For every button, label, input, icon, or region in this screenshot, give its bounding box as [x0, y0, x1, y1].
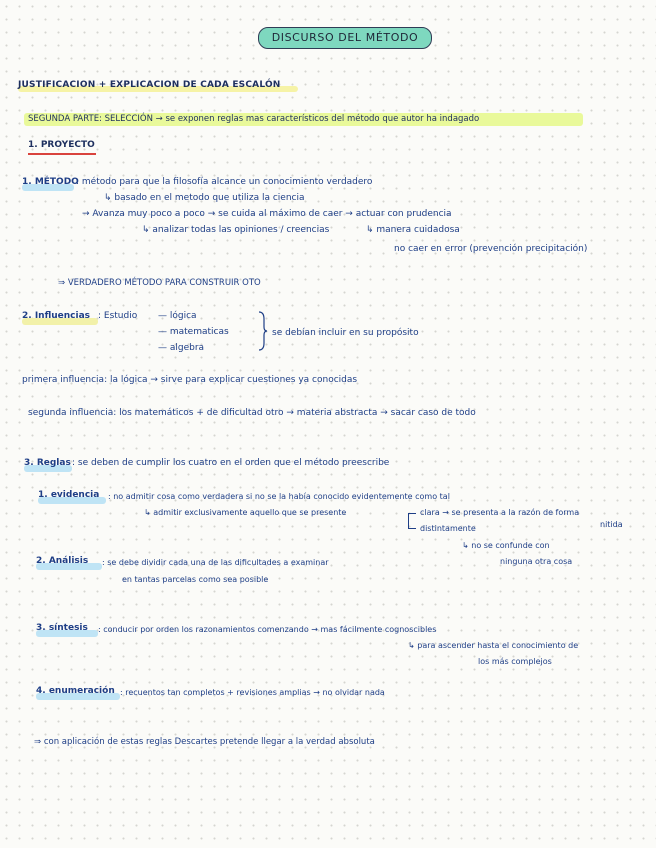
primera-influencia: primera influencia: la lógica → sirve para explicar cuestiones ya conocidas	[22, 375, 358, 385]
metodo-line2: ↳ basado en el metodo que utiliza la ciencia	[104, 193, 305, 203]
bracket-line	[408, 513, 416, 514]
page-title: DISCURSO DEL MÉTODO	[258, 27, 432, 49]
proyecto-underline	[28, 153, 96, 155]
brace-icon	[258, 311, 268, 351]
sintesis-line2: ↳ para ascender hasta el conocimiento de	[408, 641, 579, 650]
influencias-item: — algebra	[158, 343, 205, 353]
evidencia-nitida: nitida	[600, 520, 623, 529]
proyecto-label: 1. PROYECTO	[28, 140, 95, 150]
evidencia-ninguna: ninguna otra cosa	[500, 557, 573, 566]
reglas-final: ⇒ con aplicación de estas reglas Descartes pretende llegar a la verdad absoluta	[34, 737, 375, 747]
bracket-line	[408, 513, 409, 529]
metodo-conclusion: ⇒ VERDADERO MÉTODO PARA CONSTRUIR OTO	[58, 278, 261, 288]
influencias-brace-text: se debían incluir en su propósito	[272, 328, 419, 338]
enumeracion-line1: : recuentos tan completos + revisiones amplias → no olvidar nada	[120, 688, 385, 697]
reglas-intro: : se deben de cumplir los cuatro en el orden que el método preescribe	[72, 458, 390, 468]
metodo-line4: ↳ analizar todas las opiniones / creencias	[142, 225, 330, 235]
influencias-item: — matematicas	[158, 327, 229, 337]
metodo-line4b: ↳ manera cuidadosa	[366, 225, 460, 235]
analisis-line2: en tantas parcelas como sea posible	[122, 575, 269, 584]
evidencia-line1: : no admitir cosa como verdadera si no se la había conocido evidentemente como tal	[108, 492, 450, 501]
section-heading: JUSTIFICACION + EXPLICACION DE CADA ESCALÓN	[18, 80, 281, 90]
reglas-label: 3. Reglas	[24, 458, 71, 468]
evidencia-line2: ↳ admitir exclusivamente aquello que se presente	[144, 508, 347, 517]
sintesis-label: 3. síntesis	[36, 623, 88, 633]
evidencia-no-confunde: ↳ no se confunde con	[462, 541, 550, 550]
metodo-line3: → Avanza muy poco a poco → se cuida al máximo de caer → actuar con prudencia	[82, 209, 452, 219]
influencias-label: 2. Influencias	[22, 311, 91, 321]
metodo-line5: no caer en error (prevención precipitación)	[394, 244, 588, 254]
sintesis-line1: : conducir por orden los razonamientos comenzando → mas fácilmente cognoscibles	[98, 625, 437, 634]
sintesis-line3: los más complejos	[478, 657, 552, 666]
bracket-line	[408, 528, 416, 529]
evidencia-clara: clara → se presenta a la razón de forma	[420, 508, 580, 517]
evidencia-distinta: distintamente	[420, 524, 476, 533]
metodo-line1: : método para que la filosofía alcance un conocimiento verdadero	[76, 177, 373, 187]
segunda-influencia: segunda influencia: los matemáticos + de dificultad otro → materia abstracta → sacar caso de todo	[28, 408, 476, 418]
enumeracion-label: 4. enumeración	[36, 686, 115, 696]
influencias-estudio: : Estudio	[98, 311, 138, 321]
evidencia-label: 1. evidencia	[38, 490, 100, 500]
analisis-line1: : se debe dividir cada una de las dificultades a examinar	[102, 558, 329, 567]
metodo-label: 1. MÉTODO	[22, 177, 79, 187]
influencias-item: — lógica	[158, 311, 197, 321]
analisis-label: 2. Análisis	[36, 556, 89, 566]
segunda-parte-line: SEGUNDA PARTE: SELECCIÓN → se exponen reglas mas característicos del método que autor ha indagado	[28, 114, 480, 124]
